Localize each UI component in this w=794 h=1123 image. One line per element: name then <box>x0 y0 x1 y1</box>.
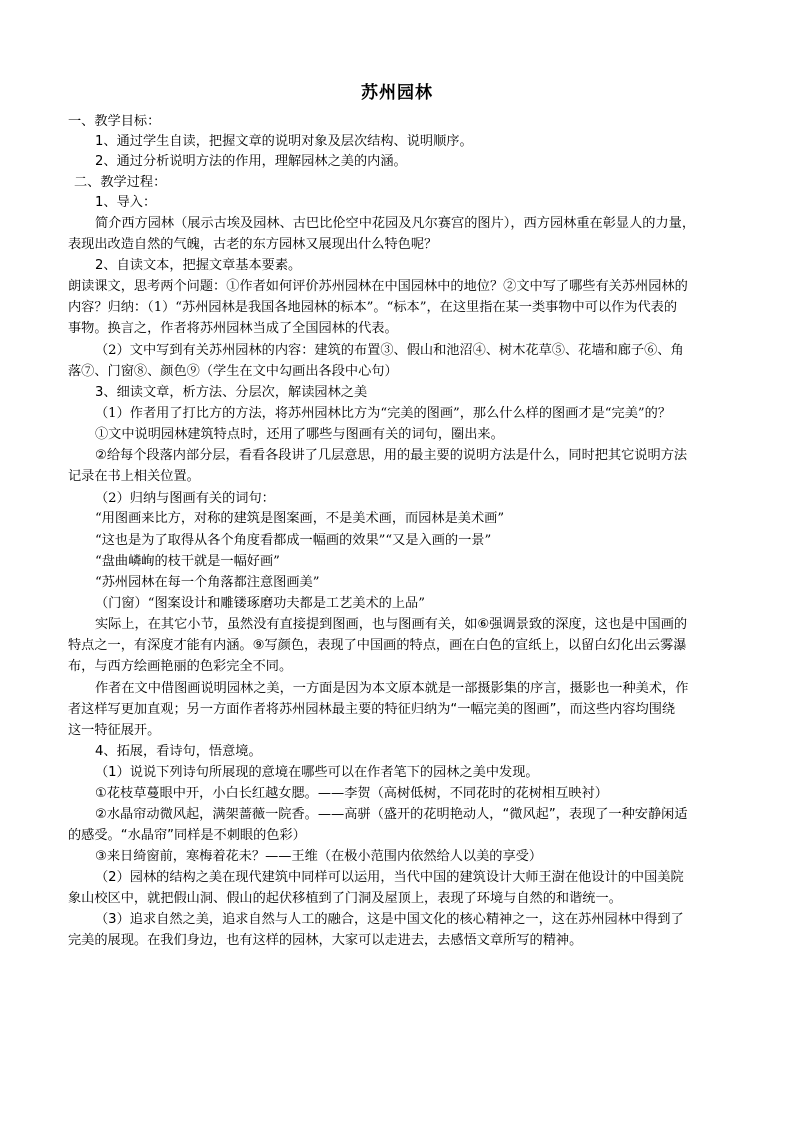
text-line: （2）文中写到有关苏州园林的内容：建筑的布置③、假山和池沼④、树木花草⑤、花墙和廊子⑥、角 <box>95 343 684 358</box>
text-line: 实际上，在其它小节，虽然没有直接提到图画，也与图画有关，如⑥强调景致的深度，这也是中国画的 <box>95 617 688 632</box>
text-line: 内容？归纳：（1）“苏州园林是我国各地园林的标本”。“标本”，在这里指在某一类事物中可以作为代表的 <box>68 300 678 315</box>
text-line: 2、通过分析说明方法的作用，理解园林之美的内涵。 <box>95 154 407 169</box>
text-line: （1）作者用了打比方的方法，将苏州园林比方为“完美的图画”，那么什么样的图画才是“完美”的？ <box>95 406 672 421</box>
text-line: ②水晶帘动微风起，满架蔷薇一院香。——高骈（盛开的花明艳动人，“微风起”，表现了一种安静闲适 <box>95 807 688 822</box>
text-line: 布，与西方绘画艳丽的色彩完全不同。 <box>68 659 293 674</box>
quote-line: “这也是为了取得从各个角度看都成一幅画的效果”“又是入画的一景” <box>95 533 492 548</box>
text-line: 1、导入： <box>95 195 157 210</box>
text-line: 3、细读文章，析方法、分层次，解读园林之美 <box>95 385 368 400</box>
text-line: 1、通过学生自读，把握文章的说明对象及层次结构、说明顺序。 <box>95 134 473 149</box>
page-title: 苏州园林 <box>361 83 433 103</box>
text-line: （2）归纳与图画有关的词句： <box>95 491 275 506</box>
quote-line: “盘曲嶙峋的枝干就是一幅好画” <box>95 554 280 569</box>
text-line: 者这样写更加直观；另一方面作者将苏州园林最主要的特征归纳为“一幅完美的图画”，而这些内容均围绕 <box>68 702 676 717</box>
text-line: 表现出改造自然的气魄，古老的东方园林又展现出什么特色呢？ <box>68 237 438 252</box>
text-line: 简介西方园林（展示古埃及园林、古巴比伦空中花园及凡尔赛宫的图片），西方园林重在彰显人的力量， <box>95 216 696 231</box>
text-line: 朗读课文，思考两个问题：①作者如何评价苏州园林在中国园林中的地位？②文中写了哪些有关苏州园林的 <box>68 279 688 294</box>
text-line: 这一特征展开。 <box>68 723 161 738</box>
text-line: ①花枝草蔓眼中开，小白长红越女腮。——李贺（高树低树，不同花时的花树相互映衬） <box>95 786 608 801</box>
text-line: 特点之一，有深度才能有内涵。⑨写颜色，表现了中国画的特点，画在白色的宣纸上，以留白幻化出云雾瀑 <box>68 638 687 653</box>
text-line: 记录在书上相关位置。 <box>68 469 200 484</box>
text-line: 作者在文中借图画说明园林之美，一方面是因为本文原本就是一部摄影集的序言，摄影也一种美术，作 <box>95 681 689 696</box>
text-line: 象山校区中，就把假山洞、假山的起伏移植到了门洞及屋顶上，表现了环境与自然的和谐统一。 <box>68 891 622 906</box>
text-line: 落⑦、门窗⑧、颜色⑨（学生在文中勾画出各段中心句） <box>68 364 398 379</box>
section-heading: 二、教学过程： <box>74 175 167 190</box>
quote-line: （门窗）“图案设计和雕镂琢磨功夫都是工艺美术的上品” <box>95 596 425 611</box>
text-line: （3）追求自然之美，追求自然与人工的融合，这是中国文化的核心精神之一，这在苏州园林中得到了 <box>95 912 684 927</box>
text-line: 的感受。“水晶帘”同样是不刺眼的色彩） <box>68 828 306 843</box>
text-line: 事物。换言之，作者将苏州园林当成了全国园林的代表。 <box>68 321 398 336</box>
section-heading: 一、教学目标： <box>68 114 161 129</box>
text-line: 4、拓展，看诗句，悟意境。 <box>95 744 262 759</box>
text-line: 2、自读文本，把握文章基本要素。 <box>95 258 302 273</box>
quote-line: “用图画来比方，对称的建筑是图案画，不是美术画，而园林是美术画” <box>95 511 505 526</box>
text-line: ②给每个段落内部分层，看看各段讲了几层意思，用的最主要的说明方法是什么，同时把其它说明方法 <box>95 448 688 463</box>
text-line: 完美的展现。在我们身边，也有这样的园林，大家可以走进去，去感悟文章所写的精神。 <box>68 933 583 948</box>
text-line: （1）说说下列诗句所展现的意境在哪些可以在作者笔下的园林之美中发现。 <box>95 765 539 780</box>
text-line: ①文中说明园林建筑特点时，还用了哪些与图画有关的词句，圈出来。 <box>95 427 504 442</box>
text-line: （2）园林的结构之美在现代建筑中同样可以运用，当代中国的建筑设计大师王澍在他设计的中国美院 <box>95 870 684 885</box>
text-line: ③来日绮窗前，寒梅着花未？——王维（在极小范围内依然给人以美的享受） <box>95 849 543 864</box>
quote-line: “苏州园林在每一个角落都注意图画美” <box>95 575 320 590</box>
